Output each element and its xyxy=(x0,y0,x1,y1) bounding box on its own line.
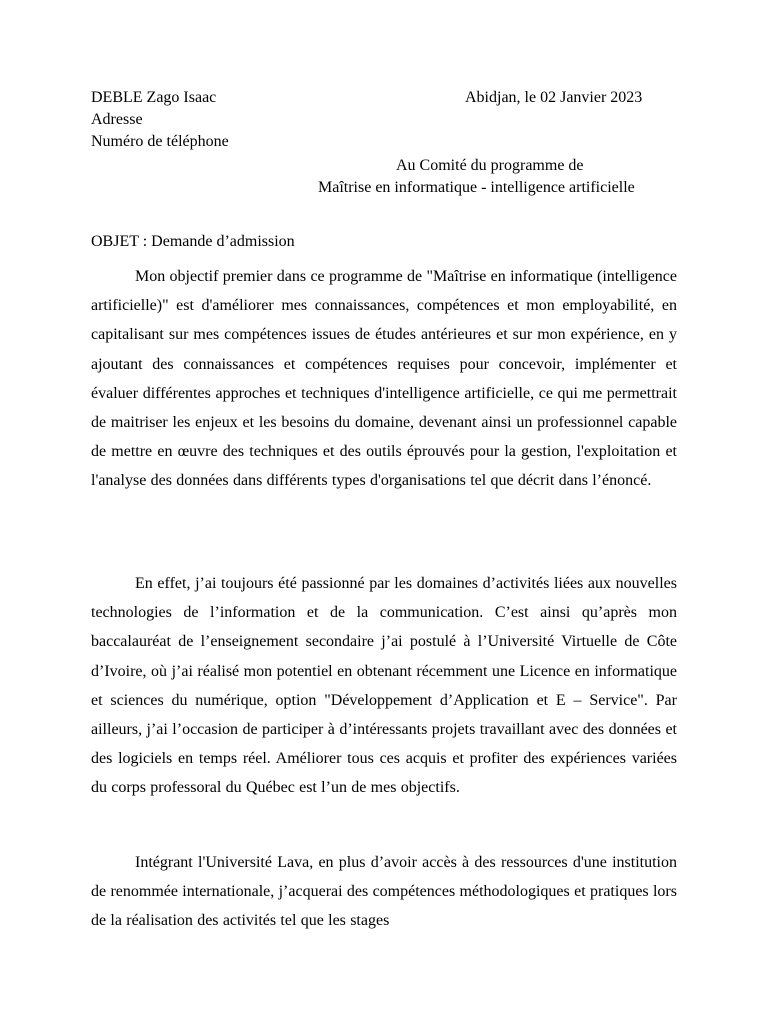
place-date: Abidjan, le 02 Janvier 2023 xyxy=(465,89,643,106)
sender-name: DEBLE Zago Isaac xyxy=(91,89,217,106)
object-line: OBJET : Demande d’admission xyxy=(91,233,295,250)
recipient-line-1: Au Comité du programme de xyxy=(396,157,584,174)
paragraph-1-block xyxy=(91,262,677,496)
paragraph-3-block xyxy=(91,848,677,936)
recipient-line-2: Maîtrise en informatique - intelligence artificielle xyxy=(318,179,635,196)
sender-phone: Numéro de téléphone xyxy=(91,133,229,150)
paragraph-3: Intégrant l'Université Lava, en plus d’avoir accès à des ressources d'une institution de renommée internationale, j’acquerai des compétences méthodologiques et pratiques lors de la réalisation des activités tel que les stages xyxy=(91,854,677,930)
paragraph-2: En effet, j’ai toujours été passionné par les domaines d’activités liées aux nouvelles technologies de l’information et de la communication. C’est ainsi qu’après mon baccalauréat de l’enseignement secondaire j’ai postulé à l’Université Virtuelle de Côte d’Ivoire, où j’ai réalisé mon potentiel en obtenant récemment une Licence en informatique et sciences du numérique, option "Développement d’Application et E – Service". Par ailleurs, j’ai l’occasion de participer à d’intéressants projets travaillant avec des données et des logiciels en temps réel. Améliorer tous ces acquis et profiter des expériences variées du corps professoral du Québec est l’un de mes objectifs. xyxy=(91,575,677,797)
sender-address: Adresse xyxy=(91,111,143,128)
paragraph-1: Mon objectif premier dans ce programme de "Maîtrise en informatique (intelligence artificielle)" est d'améliorer mes connaissances, compétences et mon employabilité, en capitalisant sur mes compétences issues de études antérieures et sur mon expérience, en y ajoutant des connaissances et compétences requises pour concevoir, implémenter et évaluer différentes approches et techniques d'intelligence artificielle, ce qui me permettrait de maitriser les enjeux et les besoins du domaine, devenant ainsi un professionnel capable de mettre en œuvre des techniques et des outils éprouvés pour la gestion, l'exploitation et l'analyse des données dans différents types d'organisations tel que décrit dans l’énoncé. xyxy=(91,268,677,490)
paragraph-2-block xyxy=(91,569,677,803)
